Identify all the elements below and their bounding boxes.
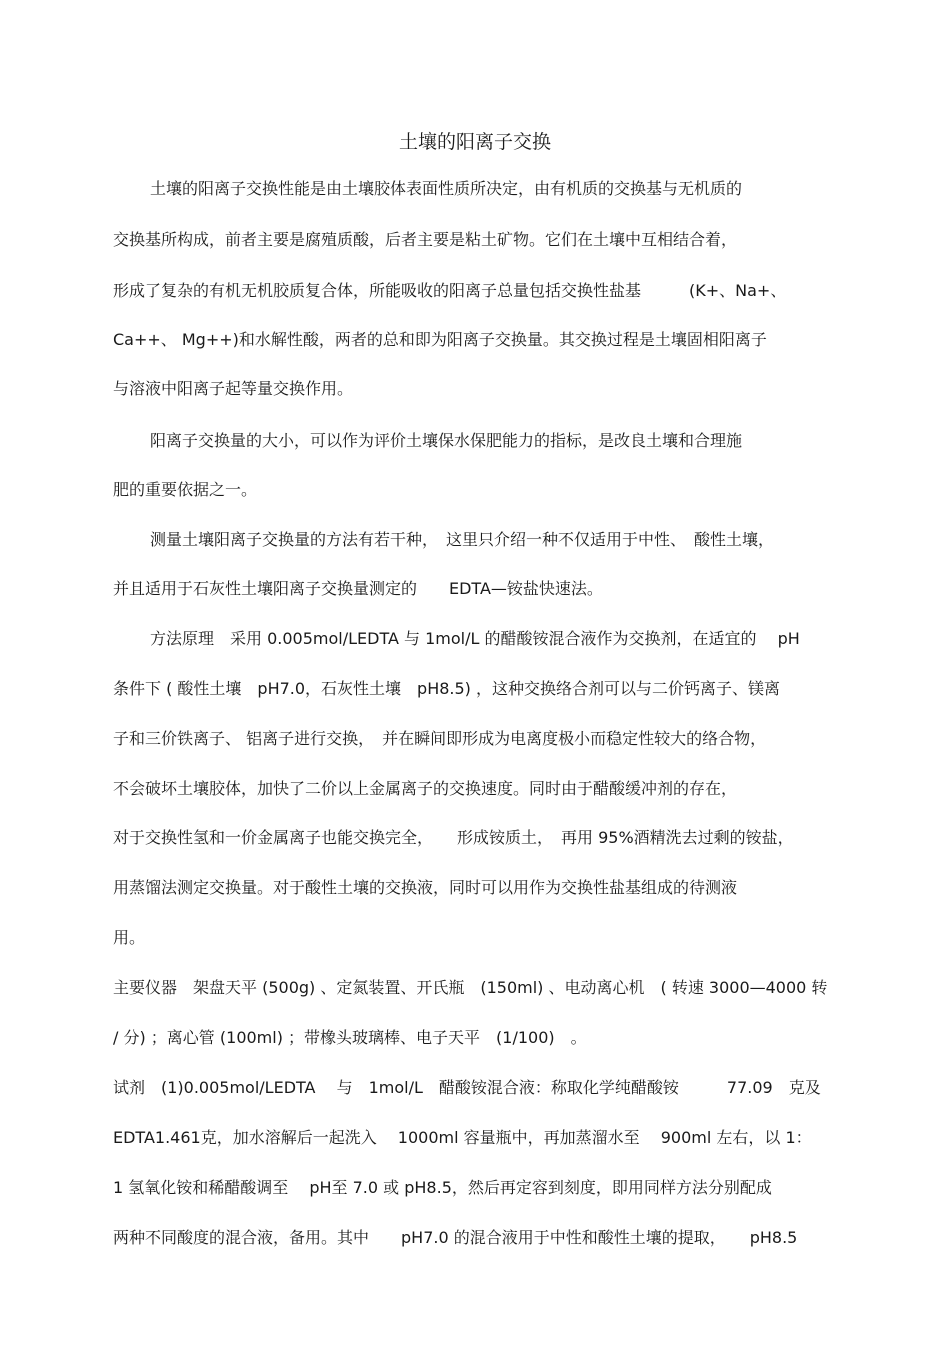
paragraph-line: 不会破坏土壤胶体，加快了二价以上金属离子的交换速度。同时由于醋酸缓冲剂的存在， [113, 779, 738, 798]
paragraph-line: 土壤的阳离子交换性能是由土壤胶体表面性质所决定，由有机质的交换基与无机质的 [150, 179, 743, 198]
paragraph-line: 交换基所构成，前者主要是腐殖质酸，后者主要是粘土矿物。它们在土壤中互相结合着， [113, 230, 738, 249]
paragraph-line: 用。 [113, 928, 146, 947]
paragraph-line: 方法原理 采用 0.005mol/LEDTA 与 1mol/L 的醋酸铵混合液作为交换剂，在适宜的 pH [150, 629, 800, 648]
paragraph-line: 与溶液中阳离子起等量交换作用。 [113, 379, 354, 398]
document-title: 土壤的阳离子交换 [398, 131, 551, 153]
paragraph-line: 并且适用于石灰性土壤阳离子交换量测定的 EDTA—铵盐快速法。 [113, 579, 603, 598]
paragraph-line: 条件下 ( 酸性土壤 pH7.0，石灰性土壤 pH8.5) ，这种交换络合剂可以与二价钙离子、镁离 [113, 679, 781, 698]
paragraph-line: 测量土壤阳离子交换量的方法有若干种， 这里只介绍一种不仅适用于中性、 酸性土壤， [150, 530, 775, 549]
paragraph-line: / 分) ；离心管 (100ml) ；带橡头玻璃棒、电子天平 (1/100) 。 [113, 1028, 587, 1047]
paragraph-line: 1 氢氧化铵和稀醋酸调至 pH至 7.0 或 pH8.5，然后再定容到刻度，即用同样方法分别配成 [113, 1178, 772, 1197]
paragraph-line: 肥的重要依据之一。 [113, 480, 258, 499]
paragraph-line: 阳离子交换量的大小，可以作为评价土壤保水保肥能力的指标，是改良土壤和合理施 [150, 431, 743, 450]
paragraph-line: EDTA1.461克，加水溶解后一起洗入 1000ml 容量瓶中，再加蒸溜水至 900ml 左右，以 1： [113, 1128, 812, 1147]
paragraph-line: 对于交换性氢和一价金属离子也能交换完全， 形成铵质土， 再用 95%酒精洗去过剩的铵盐， [113, 828, 794, 847]
paragraph-line: 试剂 (1)0.005mol/LEDTA 与 1mol/L 醋酸铵混合液：称取化学纯醋酸铵 77.09 克及 [113, 1078, 821, 1097]
paragraph-line: Ca++、 Mg++)和水解性酸，两者的总和即为阳离子交换量。其交换过程是土壤固相阳离子 [113, 330, 767, 349]
paragraph-line: 子和三价铁离子、 铝离子进行交换， 并在瞬间即形成为电离度极小而稳定性较大的络合物， [113, 729, 767, 748]
paragraph-line: 形成了复杂的有机无机胶质复合体，所能吸收的阳离子总量包括交换性盐基 (K+、Na+、 [113, 281, 787, 300]
paragraph-line: 主要仪器 架盘天平 (500g) 、定氮装置、开氏瓶 (150ml) 、电动离心机 ( 转速 3000—4000 转 [113, 978, 828, 997]
paragraph-line: 两种不同酸度的混合液，备用。其中 pH7.0 的混合液用于中性和酸性土壤的提取， pH8.5 [113, 1228, 798, 1247]
paragraph-line: 用蒸馏法测定交换量。对于酸性土壤的交换液，同时可以用作为交换性盐基组成的待测液 [113, 878, 738, 897]
